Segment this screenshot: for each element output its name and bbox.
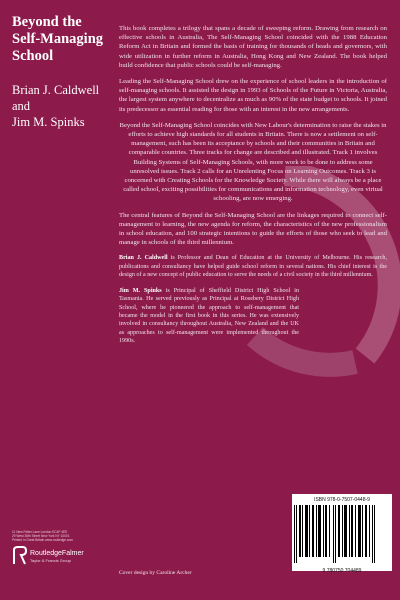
blurb-text — [119, 24, 387, 353]
publisher-subtitle: Taylor & Francis Group — [30, 557, 71, 563]
title-line-2: Self-Managing — [12, 31, 104, 47]
publisher-address-3: Printed in Great Britain www.routledge.com — [12, 537, 73, 542]
spinks-bio — [119, 287, 299, 346]
spinks-bio-text: is Principal of Sheffield District High School in Tasmania. He served previously as Principal at Rosebery District High School, where he pioneered the approach to self-management that became the model in the first book in this series. He was extensively involved in consultancy throughout Australia, New Zealand and the UK as approaches to self-management were implemented throughout the 1990s. — [119, 287, 299, 345]
blurb-paragraph-3: Beyond the Self-Managing School coincides with New Labour's determination to raise the stakes in efforts to achieve high standards for all students in Britain. There is now a settlement on self-management, such has been its acceptance by schools and their communities in Britain and comparable countries. Three tracks for change are described and illustrated. Track 1 involves Building Systems of Self-Managing Schools, with more work to be done to address some unresolved issues. Track 2 calls for an Unrelenting Focus on Learning Outcomes. Track 3 is concerned with Creating Schools for the Knowledge Society. While there will always be a place called school, exciting possibilities for communications and information technology, even virtual schooling, are now emerging. — [119, 121, 387, 203]
publisher-name: RoutledgeFalmer — [30, 549, 84, 557]
publisher-address-1: 11 New Fetter Lane London EC4P 4EE — [12, 529, 68, 534]
book-title — [12, 14, 112, 65]
publisher-logo-icon — [12, 546, 27, 566]
title-block — [12, 14, 112, 130]
publisher-block — [12, 530, 112, 566]
barcode-number: 9 780750 704489 — [322, 568, 362, 574]
publisher-logo — [12, 546, 112, 566]
blurb-paragraph-1: This book completes a trilogy that spans a decade of sweeping reform. Drawing from research on effective schools in Australia, The Self-Managing School coincided with the 1988 Education Reform Act in Britain and formed the basis of training for thousands of heads and governors, with wide utilization in further reform in Australia, Hong Kong and New Zealand. The book helped build confidence that public schools could be self-managing. — [119, 25, 387, 69]
title-line-3: School — [12, 48, 54, 64]
cover-design-credit: Cover design by Caroline Archer — [119, 570, 192, 576]
spinks-name: Jim M. Spinks — [119, 287, 162, 294]
isbn-barcode — [292, 494, 392, 574]
barcode-icon — [292, 505, 378, 563]
publisher-address-2: 29 West 35th Street New York NY 10001 — [12, 533, 70, 538]
author-and: and — [12, 99, 31, 113]
isbn-label: ISBN 978-0-7507-0448-9 — [314, 497, 370, 503]
caldwell-bio — [119, 254, 387, 279]
title-line-1: Beyond the — [12, 14, 82, 30]
caldwell-bio-text: is Professor and Dean of Education at the University of Melbourne. His research, publications and consultancy have helped guide school reform in several nations. His chief interest is the design of a new concept of public education to serve the needs of a civil society in the third millennium. — [119, 255, 387, 279]
authors — [12, 82, 112, 130]
author-1: Brian J. Caldwell — [12, 83, 100, 97]
blurb-paragraph-2: Leading the Self-Managing School drew on the experience of school leaders in the introduction of self-managing schools. It assisted the design in 1993 of Schools of the Future in Victoria, Australia, the largest system anywhere to decentralize as much as 90% of the state budget to schools. It joined its predecessor as essential reading for those with an interest in the new arrangements. — [119, 78, 387, 113]
caldwell-name: Brian J. Caldwell — [119, 255, 168, 262]
blurb-paragraph-4: The central features of Beyond the Self-Managing School are the linkages required to connect self-management to learning, the new agenda for reform, the characteristics of the new professionalism in school education, and 100 strategic intentions to guide the efforts of those who seek to lead and manage in schools of the third millennium. — [119, 211, 387, 247]
author-2: Jim M. Spinks — [12, 115, 85, 129]
